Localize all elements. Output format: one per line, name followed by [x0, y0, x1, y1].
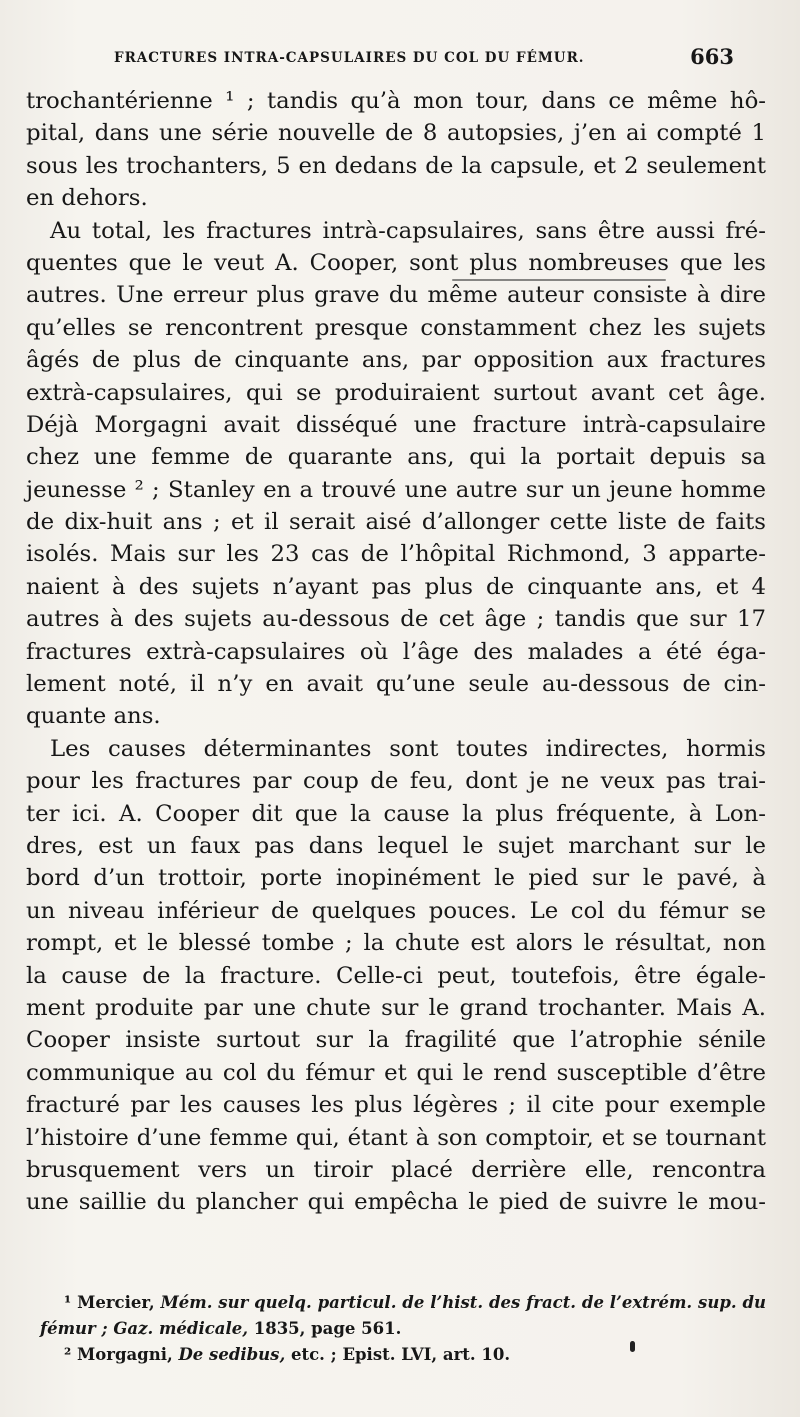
text-line: ment produite par une chute sur le grand trochanter. Mais A. [26, 994, 766, 1021]
text-line: quante ans. [26, 703, 161, 730]
text-line: pour les fractures par coup de feu, dont je ne veux pas trai- [26, 768, 766, 795]
text-line: Déjà Morgagni avait disséqué une fracture intrà-capsulaire [26, 411, 766, 438]
footnote-1-line-2 [40, 1316, 766, 1342]
footnote-title: fémur ; Gaz. médicale, [40, 1319, 248, 1338]
text-line: lement noté, il n’y en avait qu’une seule au-dessous de cin- [26, 671, 766, 698]
text-line: un niveau inférieur de quelques pouces. Le col du fémur se [26, 897, 766, 924]
text-line: en dehors. [26, 185, 148, 212]
text-line: âgés de plus de cinquante ans, par opposition aux fractures [26, 347, 766, 374]
text-line: naient à des sujets n’ayant pas plus de cinquante ans, et 4 [26, 573, 766, 600]
text-line: ter ici. A. Cooper dit que la cause la plus fréquente, à Lon- [26, 800, 766, 827]
footnote-title: Mém. sur quelq. particul. de l’hist. des fract. de l’extrém. sup. du [160, 1293, 766, 1312]
footnote-citation: 1835, page 561. [253, 1319, 402, 1338]
text-line: isolés. Mais sur les 23 cas de l’hôpital Richmond, 3 apparte- [26, 541, 766, 568]
text-line: fractures extrà-capsulaires où l’âge des malades a été éga- [26, 638, 766, 665]
footnote-author: Mercier, [77, 1293, 155, 1312]
text-line: la cause de la fracture. Celle-ci peut, toutefois, être égale- [26, 962, 766, 989]
text-line: Cooper insiste surtout sur la fragilité que l’atrophie sénile [26, 1027, 766, 1054]
text-line: fracturé par les causes les plus légères ; il cite pour exemple [26, 1092, 766, 1119]
text-line: autres à des sujets au-dessous de cet âge ; tandis que sur 17 [26, 606, 766, 633]
text-line: extrà-capsulaires, qui se produiraient surtout avant cet âge. [26, 379, 766, 406]
text-line: sous les trochanters, 5 en dedans de la capsule, et 2 seulement [26, 152, 766, 179]
footnote-marker: ² [64, 1345, 72, 1364]
ink-blot [630, 1341, 635, 1352]
footnote-marker: ¹ [64, 1293, 72, 1312]
page-number: 663 [690, 44, 734, 69]
text-line: dres, est un faux pas dans lequel le sujet marchant sur le [26, 832, 766, 859]
footnotes [40, 1290, 766, 1368]
text-line: Les causes déterminantes sont toutes indirectes, hormis [50, 735, 766, 762]
text-line: qu’elles se rencontrent presque constamment chez les sujets [26, 314, 766, 341]
text-line: une saillie du plancher qui empêcha le pied de suivre le mou- [26, 1189, 766, 1216]
text-line: Au total, les fractures intrà-capsulaires, sans être aussi fré- [50, 217, 766, 244]
footnote-author: Morgagni, [76, 1345, 173, 1364]
text-line: bord d’un trottoir, porte inopinément le pied sur le pavé, à [26, 865, 766, 892]
footnote-title: De sedibus, [178, 1345, 286, 1364]
running-title: FRACTURES INTRA-CAPSULAIRES DU COL DU FÉMUR. [114, 50, 585, 66]
text-line: pital, dans une série nouvelle de 8 autopsies, j’en ai compté 1 [26, 120, 766, 147]
footnote-1-line-1 [40, 1290, 766, 1316]
text-line: brusquement vers un tiroir placé derrière elle, rencontra [26, 1156, 766, 1183]
footnote-citation: etc. ; Epist. LVI, art. 10. [290, 1345, 511, 1364]
text-line: trochantérienne ¹ ; tandis qu’à mon tour, dans ce même hô- [26, 88, 766, 114]
text-line: rompt, et le blessé tombe ; la chute est alors le résultat, non [26, 930, 766, 957]
text-line: communique au col du fémur et qui le rend susceptible d’être [26, 1059, 766, 1086]
body-text [26, 85, 766, 1219]
text-line: de dix-huit ans ; et il serait aisé d’allonger cette liste de faits [26, 509, 766, 536]
text-line: chez une femme de quarante ans, qui la portait depuis sa [26, 444, 766, 471]
text-line: quentes que le veut A. Cooper, sont plus nombreuses que les [26, 249, 766, 276]
text-line: autres. Une erreur plus grave du même auteur consiste à dire [26, 282, 766, 309]
text-line: l’histoire d’une femme qui, étant à son comptoir, et se tournant [26, 1124, 766, 1151]
text-line: jeunesse ² ; Stanley en a trouvé une autre sur un jeune homme [26, 476, 766, 503]
footnote-2 [40, 1342, 766, 1368]
page-header [114, 44, 736, 74]
